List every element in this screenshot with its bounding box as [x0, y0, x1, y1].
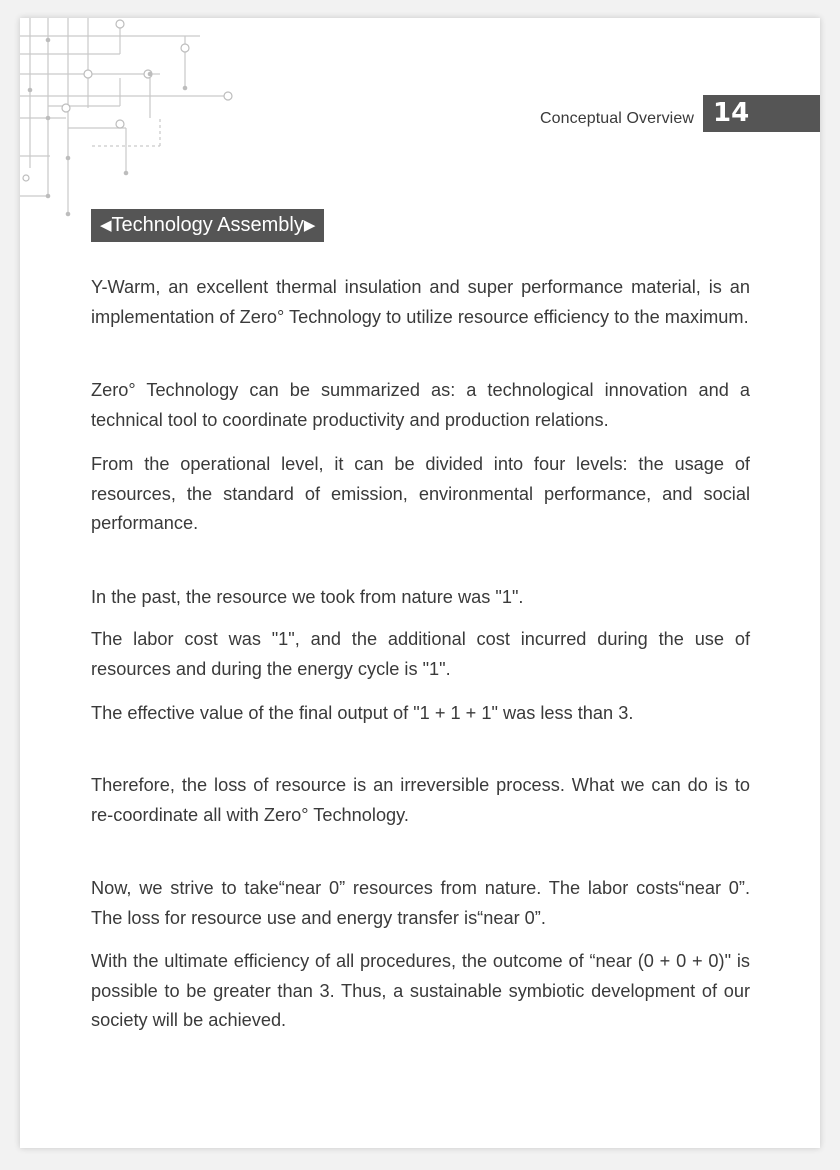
paragraph: The labor cost was "1", and the additional cost incurred during the use of resources and during the energy cycle is "1".: [91, 629, 750, 679]
triangle-left-icon: ◀: [100, 217, 112, 234]
section-tag: [91, 209, 324, 242]
page-number-badge: 14: [703, 95, 820, 132]
paragraph: In the past, the resource we took from nature was "1".: [91, 587, 524, 607]
section-header-title: Conceptual Overview: [540, 110, 694, 127]
document-page: [20, 18, 820, 1148]
paragraph: From the operational level, it can be divided into four levels: the usage of resources, the standard of emission, environmental performance, and social performance.: [91, 454, 750, 533]
paragraph: Now, we strive to take“near 0” resources from nature. The labor costs“near 0”. The loss for resource use and energy transfer is“near 0”.: [91, 878, 750, 928]
paragraph: The effective value of the final output of "1 + 1 + 1" was less than 3.: [91, 703, 634, 723]
paragraph: With the ultimate efficiency of all procedures, the outcome of “near (0 + 0 + 0)" is possible to be greater than 3. Thus, a sustainable symbiotic development of our society will be achieved.: [91, 951, 750, 1030]
triangle-right-icon: ▶: [303, 217, 316, 234]
section-tag-label: Technology Assembly: [111, 214, 304, 236]
paragraph: Therefore, the loss of resource is an irreversible process. What we can do is to re-coordinate all with Zero° Technology.: [91, 775, 750, 825]
paragraph: Zero° Technology can be summarized as: a technological innovation and a technical tool to coordinate productivity and production relations.: [91, 380, 750, 430]
circuit-decoration: [20, 18, 250, 228]
paragraph: Y-Warm, an excellent thermal insulation and super performance material, is an implementation of Zero° Technology to utilize resource efficiency to the maximum.: [91, 277, 750, 327]
